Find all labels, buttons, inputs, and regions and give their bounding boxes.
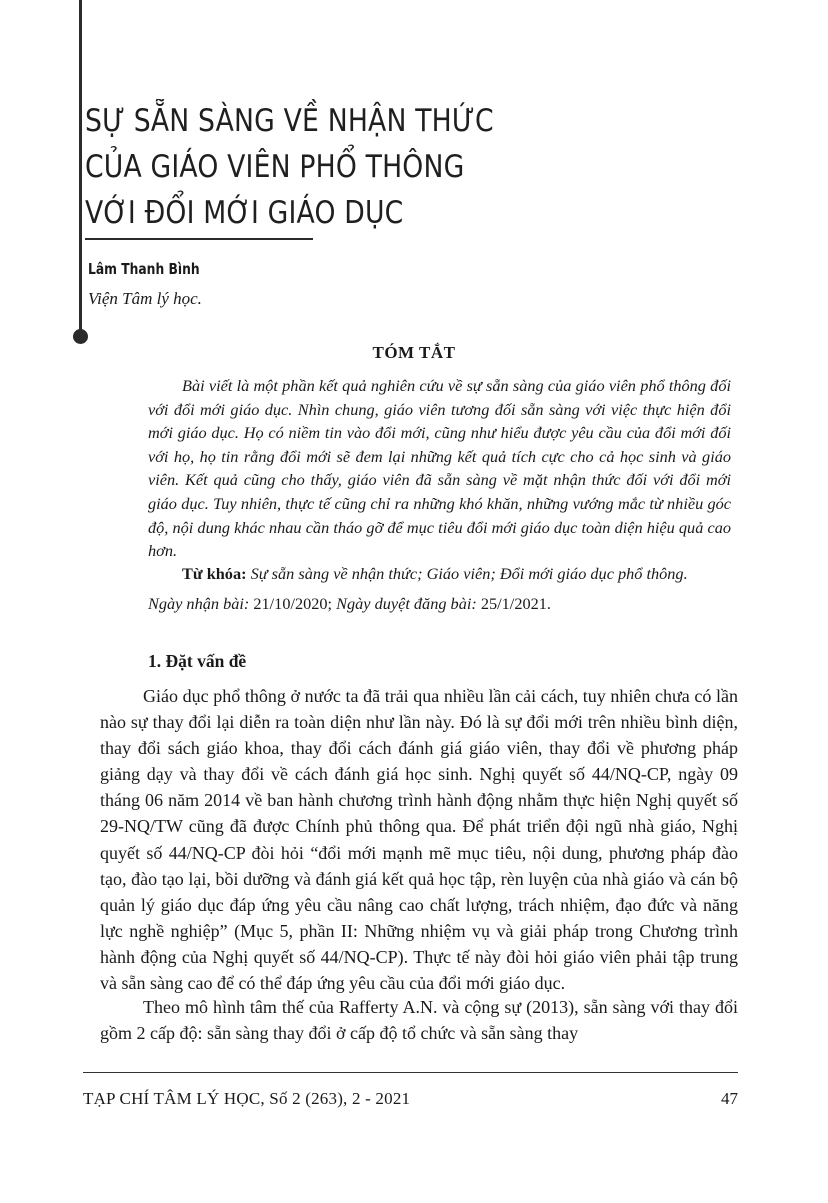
journal-footer: TẠP CHÍ TÂM LÝ HỌC, Số 2 (263), 2 - 2021	[83, 1089, 411, 1108]
approved-date: 25/1/2021.	[480, 594, 551, 613]
margin-bullet-dot	[73, 329, 88, 344]
abstract-text: Bài viết là một phần kết quả nghiên cứu về sự sẵn sàng của giáo viên phổ thông đối với đổi mới giáo dục. Nhìn chung, giáo viên tương đối sẵn sàng với việc thực hiện đổi mới giáo dục. Họ có niềm tin vào đổi mới, cũng như hiểu được yêu cầu của đổi mới đối với họ, họ tin rằng đổi mới sẽ đem lại những kết quả tích cực cho cả học sinh và giáo viên. Kết quả cũng cho thấy, giáo viên đã sẵn sàng về mặt nhận thức đối với đổi mới giáo dục. Tuy nhiên, thực tế cũng chỉ ra những khó khăn, những vướng mắc từ nhiều góc độ, nội dung khác nhau cần tháo gỡ để mục tiêu đổi mới giáo dục toàn diện hiệu quả cao hơn.	[148, 376, 731, 561]
footer-rule	[83, 1072, 738, 1073]
body-paragraph-1: Giáo dục phổ thông ở nước ta đã trải qua nhiều lần cải cách, tuy nhiên chưa có lần nào sự thay đổi lại diễn ra toàn diện như lần này. Đó là sự đổi mới trên nhiều bình diện, thay đổi sách giáo khoa, thay đổi cách đánh giá giáo viên, thay đổi về phương pháp giảng dạy và thay đổi về cách đánh giá học sinh. Nghị quyết số 44/NQ-CP, ngày 09 tháng 06 năm 2014 về ban hành chương trình hành động nhằm thực hiện Nghị quyết số 29-NQ/TW cũng đã được Chính phủ thông qua. Để phát triển đội ngũ nhà giáo, Nghị quyết số 44/NQ-CP đòi hỏi “đổi mới mạnh mẽ mục tiêu, nội dung, phương pháp đào tạo, đào tạo lại, bồi dưỡng và đánh giá kết quả học tập, rèn luyện của nhà giáo và cán bộ quản lý giáo dục đáp ứng yêu cầu nâng cao chất lượng, trách nhiệm, đạo đức và năng lực nghề nghiệp” (Mục 5, phần II: Những nhiệm vụ và giải pháp trong Chương trình hành động của Nghị quyết số 44/NQ-CP). Thực tế này đòi hỏi giáo viên phải tập trung và sẵn sàng cao để có thể đáp ứng yêu cầu của đổi mới giáo dục.	[100, 686, 738, 994]
margin-vertical-rule	[79, 0, 82, 338]
title-line-2: CỦA GIÁO VIÊN PHỔ THÔNG	[85, 149, 465, 185]
keywords-label: Từ khóa:	[182, 564, 247, 583]
title-underline	[85, 238, 313, 240]
author-affiliation: Viện Tâm lý học.	[88, 289, 202, 308]
title-line-3: VỚI ĐỔI MỚI GIÁO DỤC	[85, 195, 404, 231]
approved-label: Ngày duyệt đăng bài:	[336, 594, 477, 613]
received-label: Ngày nhận bài:	[148, 594, 250, 613]
keywords-text: Sự sẵn sàng về nhận thức; Giáo viên; Đổi mới giáo dục phổ thông.	[250, 564, 688, 583]
article-title	[85, 98, 567, 236]
page-number: 47	[721, 1089, 738, 1108]
section-heading: 1. Đặt vấn đề	[148, 651, 247, 671]
dates-line	[148, 594, 551, 614]
keywords-line	[182, 564, 688, 584]
received-date: 21/10/2020;	[253, 594, 333, 613]
body-paragraph-2: Theo mô hình tâm thế của Rafferty A.N. và cộng sự (2013), sẵn sàng với thay đổi gồm 2 cấp độ: sẵn sàng thay đổi ở cấp độ tổ chức và sẵn sàng thay	[100, 997, 738, 1044]
title-line-1: SỰ SẴN SÀNG VỀ NHẬN THỨC	[85, 103, 494, 139]
abstract-heading: TÓM TẮT	[372, 343, 456, 362]
author-name: Lâm Thanh Bình	[88, 260, 200, 278]
